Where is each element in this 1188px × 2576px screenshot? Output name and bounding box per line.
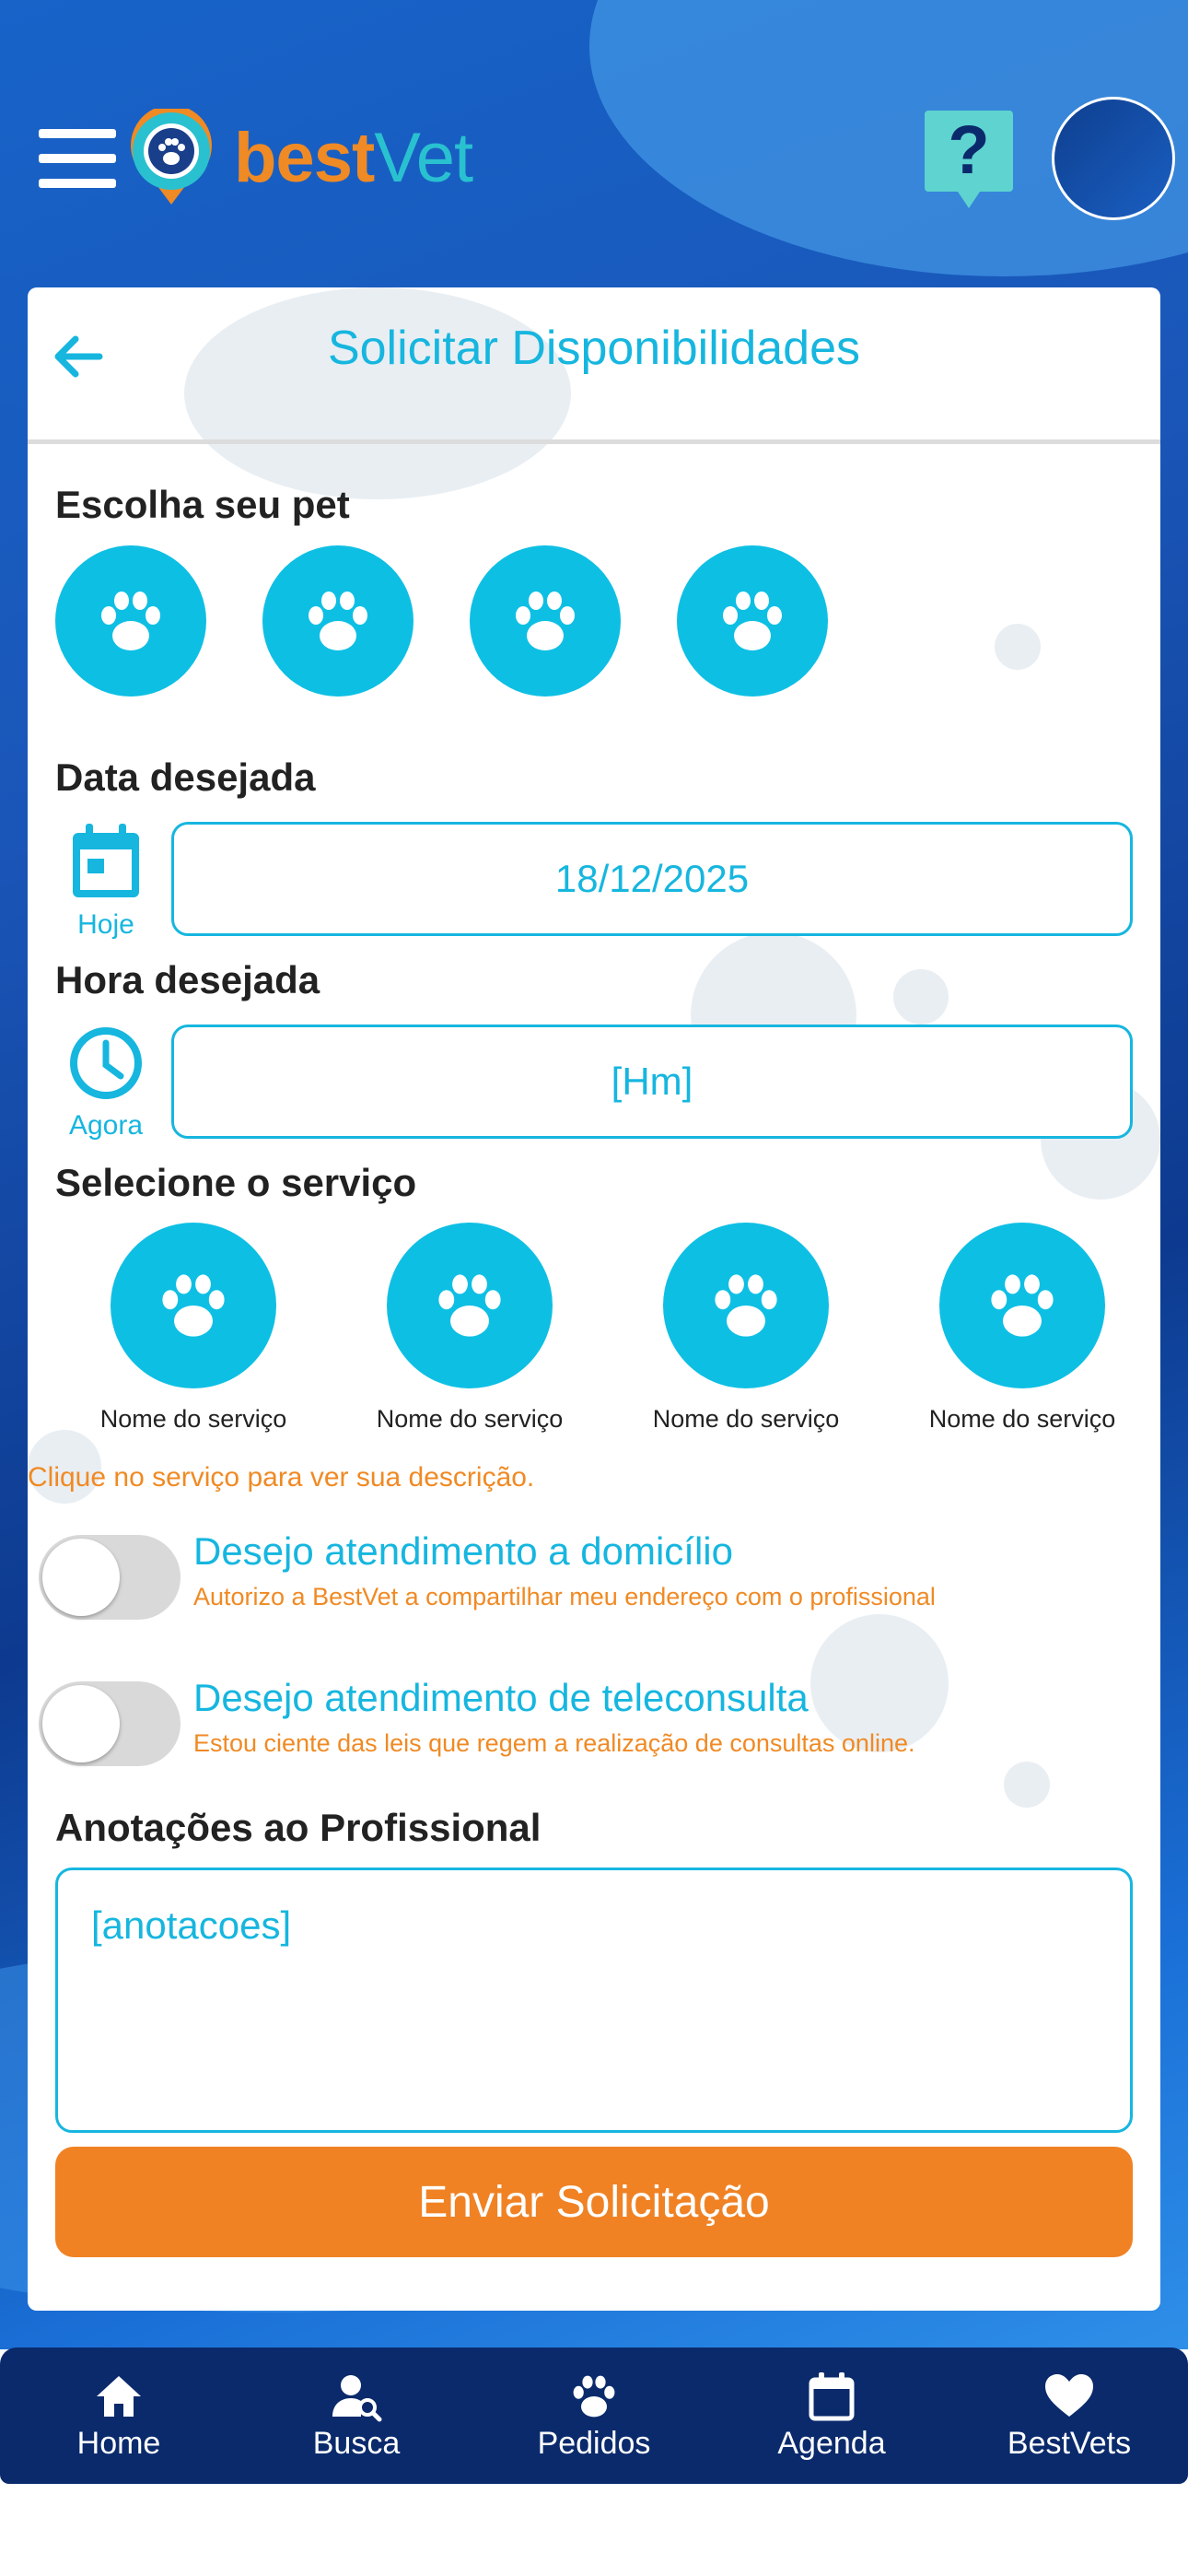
logo-pin-icon: [127, 109, 215, 206]
user-search-icon: [331, 2371, 382, 2422]
tab-busca[interactable]: Busca: [238, 2348, 475, 2484]
request-card: [28, 287, 1160, 2311]
tab-pedidos[interactable]: Pedidos: [475, 2348, 713, 2484]
home-icon: [93, 2371, 145, 2422]
heart-icon: [1043, 2371, 1095, 2422]
paw-icon: [707, 1267, 785, 1344]
service-name: Nome do serviço: [99, 1405, 287, 1433]
logo: bestVet: [127, 109, 472, 206]
page-title: Solicitar Disponibilidades: [327, 322, 861, 375]
service-hint: Clique no serviço para ver sua descrição.: [28, 1462, 535, 1493]
menu-icon[interactable]: [39, 129, 116, 188]
home-visit-title: Desejo atendimento a domicílio: [193, 1529, 733, 1573]
service-name: Nome do serviço: [928, 1405, 1116, 1433]
service-section-label: Selecione o serviço: [55, 1161, 417, 1204]
bottom-tab-bar: [0, 2348, 1188, 2484]
today-button[interactable]: Hoje: [55, 822, 157, 941]
submit-button[interactable]: Enviar Solicitação: [55, 2147, 1133, 2257]
now-button[interactable]: Agora: [55, 1025, 157, 1142]
calendar-icon: [69, 822, 143, 901]
service-option[interactable]: [608, 1223, 884, 1434]
pet-option[interactable]: [262, 545, 413, 697]
paw-icon: [431, 1267, 508, 1344]
notes-textarea[interactable]: [anotacoes]: [55, 1868, 1133, 2133]
calendar-icon: [806, 2371, 857, 2422]
date-field[interactable]: 18/12/2025: [171, 822, 1133, 936]
service-name: Nome do serviço: [376, 1405, 564, 1433]
tab-home[interactable]: Home: [0, 2348, 238, 2484]
pet-section-label: Escolha seu pet: [55, 483, 350, 526]
clock-icon: [67, 1025, 145, 1102]
paw-icon: [568, 2371, 620, 2422]
date-section-label: Data desejada: [55, 755, 316, 799]
teleconsult-title: Desejo atendimento de teleconsulta: [193, 1676, 809, 1719]
paw-icon: [984, 1267, 1061, 1344]
paw-icon: [716, 584, 789, 658]
tab-agenda[interactable]: Agenda: [713, 2348, 950, 2484]
home-visit-option: [39, 1529, 1144, 1622]
service-option[interactable]: [884, 1223, 1160, 1434]
help-icon[interactable]: [923, 107, 1015, 212]
home-visit-subtitle: Autorizo a BestVet a compartilhar meu endereço com o profissional: [193, 1583, 936, 1610]
pet-option[interactable]: [55, 545, 206, 697]
home-visit-toggle[interactable]: [39, 1535, 181, 1620]
service-list: [55, 1223, 1160, 1434]
teleconsult-option: [39, 1676, 1144, 1768]
paw-icon: [301, 584, 375, 658]
card-header: [28, 287, 1160, 444]
pet-option[interactable]: [470, 545, 621, 697]
teleconsult-subtitle: Estou ciente das leis que regem a realização de consultas online.: [193, 1729, 915, 1757]
service-name: Nome do serviço: [652, 1405, 840, 1433]
pet-list: [55, 545, 884, 697]
service-option[interactable]: [55, 1223, 332, 1434]
tab-bestvets[interactable]: BestVets: [950, 2348, 1188, 2484]
pet-option[interactable]: [677, 545, 828, 697]
paw-icon: [94, 584, 168, 658]
app-header: [0, 0, 1188, 286]
svg-text:?: ?: [948, 111, 990, 188]
time-section-label: Hora desejada: [55, 958, 320, 1001]
paw-icon: [155, 1267, 232, 1344]
time-field[interactable]: [Hm]: [171, 1025, 1133, 1139]
service-option[interactable]: [332, 1223, 608, 1434]
avatar[interactable]: [1052, 97, 1175, 220]
paw-icon: [508, 584, 582, 658]
notes-section-label: Anotações ao Profissional: [55, 1806, 542, 1849]
teleconsult-toggle[interactable]: [39, 1681, 181, 1766]
